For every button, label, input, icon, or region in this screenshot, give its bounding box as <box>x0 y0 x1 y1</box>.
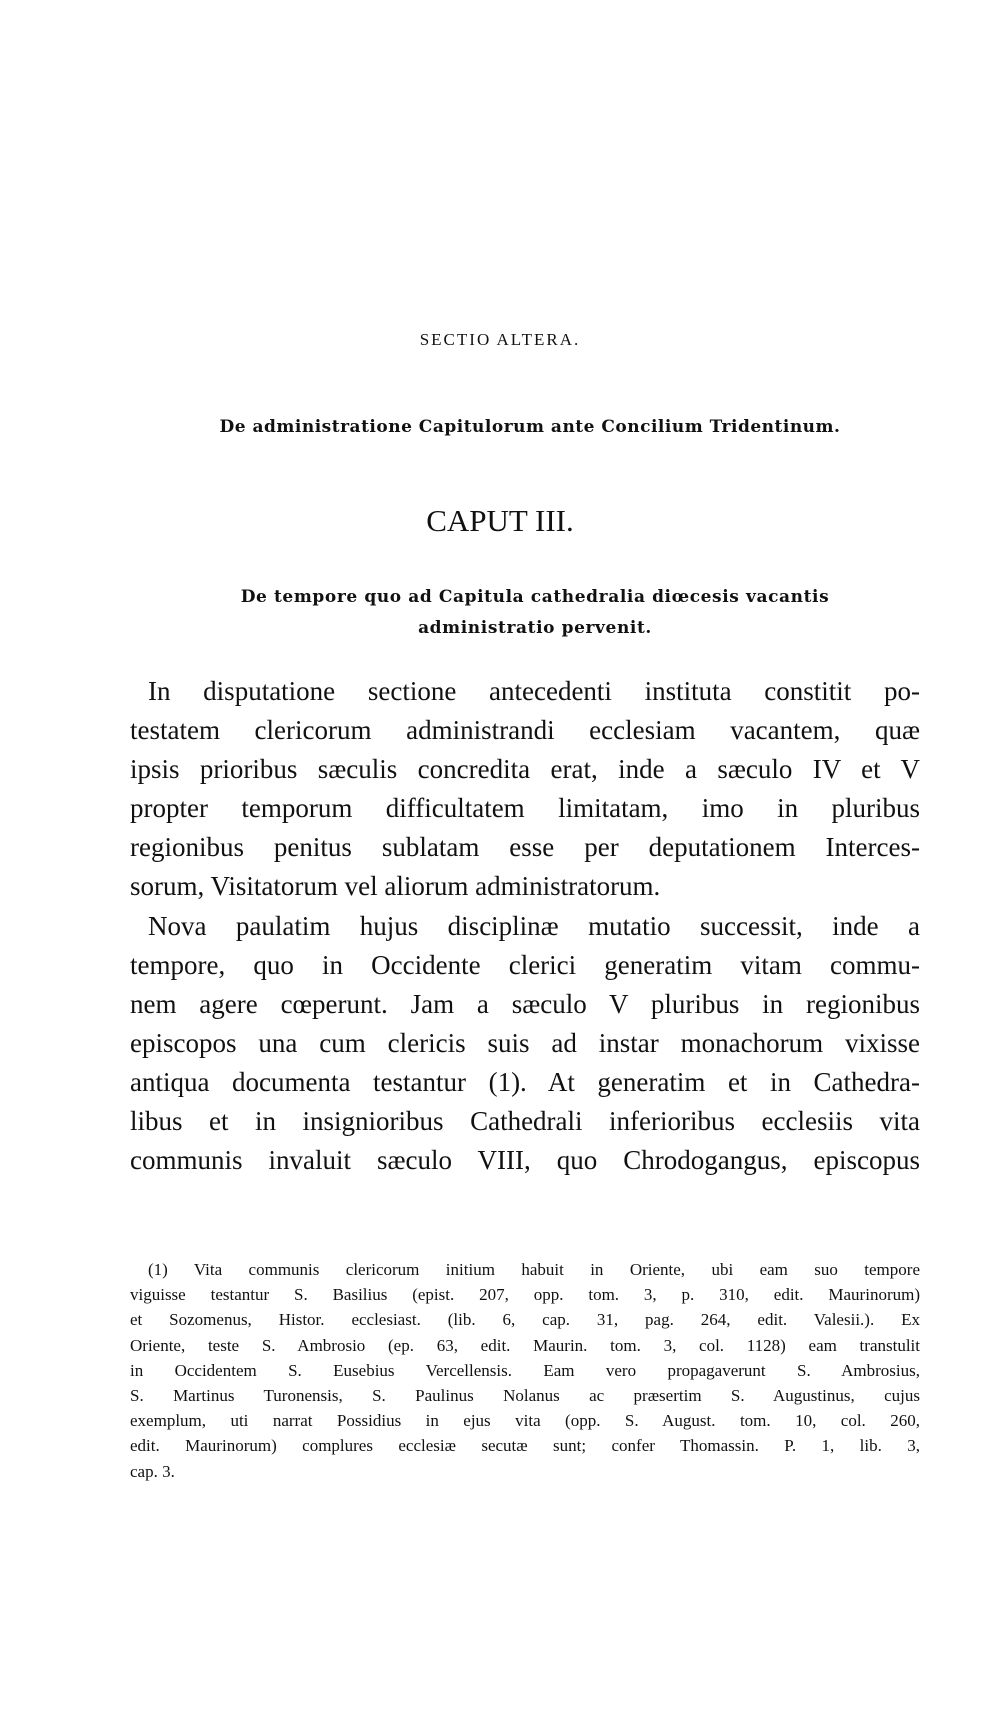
text-line: communis invaluit sæculo VIII, quo Chrodogangus, episcopus <box>130 1145 920 1175</box>
text-line: ipsis prioribus sæculis concredita erat, inde a sæculo IV et V <box>130 754 920 784</box>
footnote-line: (1) Vita communis clericorum initium habuit in Oriente, ubi eam suo tempore <box>148 1260 920 1279</box>
paragraph-2 <box>130 907 920 1180</box>
chapter-summary-line: administratio pervenit. <box>418 618 652 638</box>
paragraph-1 <box>130 672 920 906</box>
chapter-summary <box>145 582 925 644</box>
text-line: libus et in insignioribus Cathedrali inferioribus ecclesiis vita <box>130 1106 920 1136</box>
text-line: episcopos una cum clericis suis ad instar monachorum vixisse <box>130 1028 920 1058</box>
text-line: In disputatione sectione antecedenti instituta constitit po- <box>148 676 920 706</box>
text-line: testatem clericorum administrandi ecclesiam vacantem, quæ <box>130 715 920 745</box>
section-subtitle: De administratione Capitulorum ante Concilium Tridentinum. <box>219 417 841 437</box>
text-line: antiqua documenta testantur (1). At generatim et in Cathedra- <box>130 1067 920 1097</box>
section-label: SECTIO ALTERA. <box>419 330 581 349</box>
footnote-line: et Sozomenus, Histor. ecclesiast. (lib. 6, cap. 31, pag. 264, edit. Valesii.). Ex <box>130 1310 920 1330</box>
footnote <box>130 1257 920 1484</box>
chapter-summary-line: De tempore quo ad Capitula cathedralia diœcesis vacantis <box>240 587 830 607</box>
text-line: Nova paulatim hujus disciplinæ mutatio successit, inde a <box>148 911 920 941</box>
footnote-line: in Occidentem S. Eusebius Vercellensis. Eam vero propagaverunt S. Ambrosius, <box>130 1360 920 1380</box>
text-line: nem agere cœperunt. Jam a sæculo V pluribus in regionibus <box>130 989 920 1019</box>
text-line: regionibus penitus sublatam esse per deputationem Interces- <box>130 832 920 862</box>
footnote-line: exemplum, uti narrat Possidius in ejus vita (opp. S. August. tom. 10, col. 260, <box>130 1411 920 1431</box>
chapter-title: CAPUT III. <box>426 503 574 538</box>
footnote-line: cap. 3. <box>130 1461 175 1481</box>
text-line: sorum, Visitatorum vel aliorum administratorum. <box>130 871 661 901</box>
footnote-line: S. Martinus Turonensis, S. Paulinus Nolanus ac præsertim S. Augustinus, cujus <box>130 1386 920 1406</box>
text-line: propter temporum difficultatem limitatam, imo in pluribus <box>130 793 920 823</box>
footnote-line: edit. Maurinorum) complures ecclesiæ secutæ sunt; confer Thomassin. P. 1, lib. 3, <box>130 1436 920 1456</box>
footnote-line: Oriente, teste S. Ambrosio (ep. 63, edit. Maurin. tom. 3, col. 1128) eam transtulit <box>130 1335 920 1355</box>
text-line: tempore, quo in Occidente clerici generatim vitam commu- <box>130 950 920 980</box>
footnote-line: viguisse testantur S. Basilius (epist. 207, opp. tom. 3, p. 310, edit. Maurinorum) <box>130 1285 920 1305</box>
